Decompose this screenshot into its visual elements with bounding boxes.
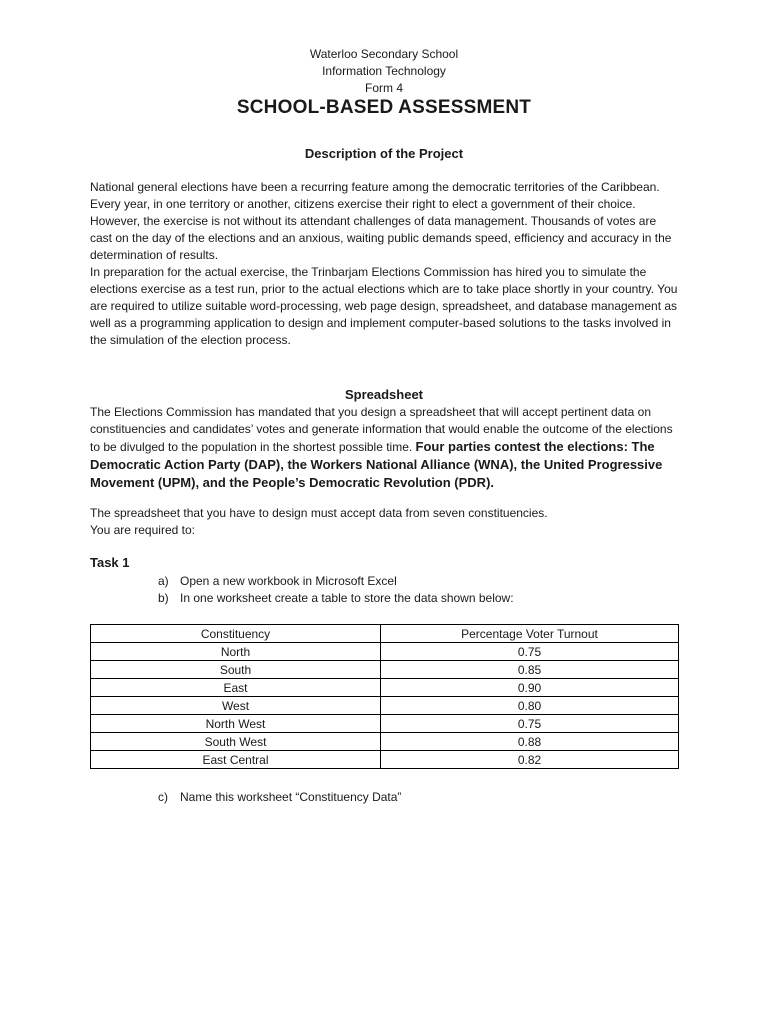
- turnout-cell: 0.88: [381, 733, 679, 751]
- spreadsheet-heading: Spreadsheet: [344, 387, 424, 402]
- column-header-constituency: Constituency: [91, 625, 381, 643]
- list-item-text: Open a new workbook in Microsoft Excel: [180, 574, 397, 588]
- turnout-cell: 0.75: [381, 643, 679, 661]
- list-item: [158, 573, 514, 590]
- task-1-list-continued: [158, 789, 401, 806]
- table-row: [91, 661, 679, 679]
- description-paragraph: [90, 179, 680, 349]
- document-header: [0, 46, 768, 97]
- description-text-2: In preparation for the actual exercise, the Trinbarjam Elections Commission has hired you to simulate the elections exercise as a test run, prior to the actual elections which are to take place shortly in your country. You are required to utilize suitable word-processing, web page design, spreadsheet, and database management as well as a programming application to design and implement computer-based solutions to the tasks involved in the simulation of the election process.: [90, 265, 678, 347]
- list-marker: a): [158, 574, 169, 588]
- document-title: SCHOOL-BASED ASSESSMENT: [236, 97, 532, 118]
- constituency-cell: North West: [91, 715, 381, 733]
- description-text-1: National general elections have been a recurring feature among the democratic territories of the Caribbean. Every year, in one territory or another, citizens exercise their right to elect a government of their choice. However, the exercise is not without its attendant challenges of data management. Thousands of votes are cast on the day of the elections and an anxious, waiting public demands speed, efficiency and accuracy in the determination of results.: [90, 180, 672, 262]
- spreadsheet-text: The Elections Commission has mandated that you design a spreadsheet that will accept pertinent data on constituencies and candidates’ votes and generate information that would enable the outcome of the elections to be divulged to the population in the shortest possible time.: [90, 405, 673, 454]
- turnout-cell: 0.90: [381, 679, 679, 697]
- task-1-list: [158, 573, 514, 607]
- spreadsheet-paragraph: [90, 404, 680, 492]
- table-row: [91, 715, 679, 733]
- parties-text: Four parties contest the elections: The Democratic Action Party (DAP), the Workers National Alliance (WNA), the United Progressive Movement (UPM), and the People’s Democratic Revolution (PDR).: [90, 439, 663, 490]
- column-header-turnout: Percentage Voter Turnout: [381, 625, 679, 643]
- table-row: [91, 697, 679, 715]
- turnout-cell: 0.75: [381, 715, 679, 733]
- turnout-cell: 0.85: [381, 661, 679, 679]
- table-row: [91, 643, 679, 661]
- table-header-row: [91, 625, 679, 643]
- constituency-cell: South West: [91, 733, 381, 751]
- list-marker: b): [158, 591, 169, 605]
- list-item-text: In one worksheet create a table to store the data shown below:: [180, 591, 514, 605]
- constituency-table: [90, 624, 679, 769]
- table-row: [91, 751, 679, 769]
- requirements-paragraph: [90, 505, 680, 539]
- list-marker: c): [158, 790, 168, 804]
- description-heading: Description of the Project: [304, 146, 464, 161]
- table-row: [91, 733, 679, 751]
- turnout-cell: 0.80: [381, 697, 679, 715]
- list-item: [158, 789, 401, 806]
- turnout-cell: 0.82: [381, 751, 679, 769]
- constituency-cell: South: [91, 661, 381, 679]
- form-level: Form 4: [364, 81, 403, 95]
- constituencies-text: The spreadsheet that you have to design must accept data from seven constituencies.: [90, 506, 548, 520]
- school-name: Waterloo Secondary School: [309, 47, 459, 61]
- constituency-cell: West: [91, 697, 381, 715]
- list-item-text: Name this worksheet “Constituency Data”: [180, 790, 402, 804]
- subject-name: Information Technology: [322, 64, 446, 78]
- table-row: [91, 679, 679, 697]
- constituency-cell: East Central: [91, 751, 381, 769]
- list-item: [158, 590, 514, 607]
- task-1-heading: Task 1: [90, 555, 130, 570]
- constituency-cell: East: [91, 679, 381, 697]
- required-text: You are required to:: [90, 523, 195, 537]
- constituency-cell: North: [91, 643, 381, 661]
